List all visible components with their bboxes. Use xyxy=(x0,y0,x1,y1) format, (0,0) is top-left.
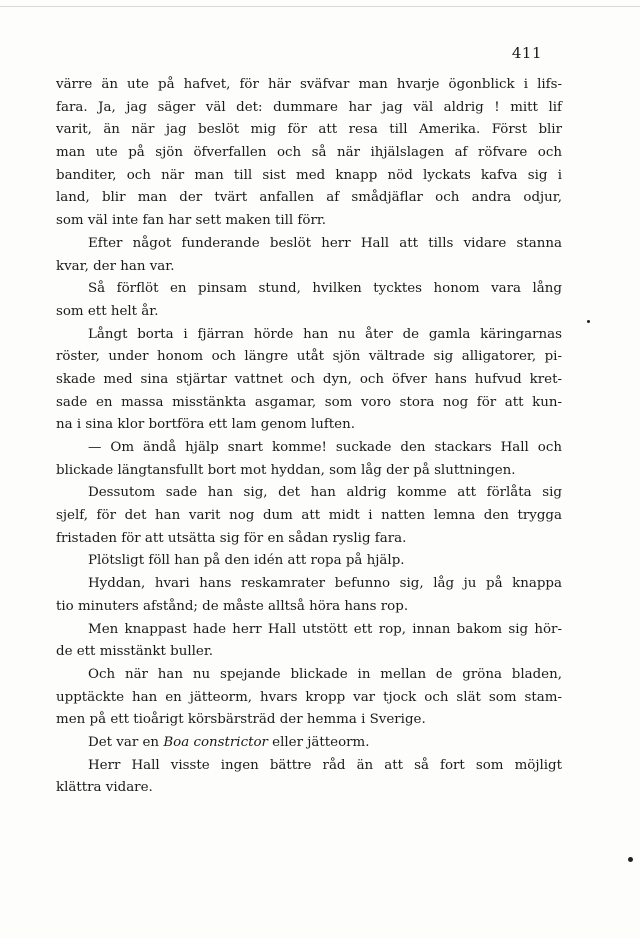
body-text xyxy=(56,74,562,800)
scan-speck xyxy=(587,320,590,323)
text-line-22: Plötsligt föll han på den idén att ropa på hjälp. xyxy=(88,553,405,569)
text-line-4: man ute på sjön öfverfallen och så när ihjälslagen af röfvare och xyxy=(56,145,562,161)
text-line-15: sade en massa misstänkta asgamar, som voro stora nog för att kun- xyxy=(56,394,562,410)
text-line-6: land, blir man der tvärt anfallen af smådjäflar och andra odjur, xyxy=(56,190,562,206)
text-line-30-after: eller jätteorm. xyxy=(267,734,370,750)
text-line-10: Så förflöt en pinsam stund, hvilken tycktes honom vara lång xyxy=(88,281,562,297)
text-line-3: varit, än när jag beslöt mig för att resa till Amerika. Först blir xyxy=(56,122,562,138)
text-line-9: kvar, der han var. xyxy=(56,258,175,274)
text-line-2: fara. Ja, jag säger väl det: dummare har jag väl aldrig ! mitt lif xyxy=(56,99,562,115)
text-line-30 xyxy=(56,732,562,755)
text-line-26: de ett misstänkt buller. xyxy=(56,644,214,660)
text-line-17: — Om ändå hjälp snart komme! suckade den stackars Hall och xyxy=(88,440,562,455)
scan-edge xyxy=(0,6,640,7)
text-line-1: värre än ute på hafvet, för här sväfvar man hvarje ögonblick i lifs- xyxy=(56,77,562,92)
page-number: 411 xyxy=(511,44,542,62)
scan-speck xyxy=(628,857,633,862)
text-line-24: tio minuters afstånd; de måste alltså höra hans rop. xyxy=(56,598,409,614)
text-line-14: skade med sina stjärtar vattnet och dyn, och öfver hans hufvud kret- xyxy=(56,371,562,387)
text-line-16: na i sina klor bortföra ett lam genom luften. xyxy=(56,417,355,433)
text-line-8: Efter något funderande beslöt herr Hall att tills vidare stanna xyxy=(88,235,562,251)
text-line-20: sjelf, för det han varit nog dum att midt i natten lemna den trygga xyxy=(56,508,562,524)
text-line-32: klättra vidare. xyxy=(56,780,153,796)
text-line-31: Herr Hall visste ingen bättre råd än att så fort som möjligt xyxy=(88,757,562,773)
text-line-5: banditer, och när man till sist med knapp nöd lyckats kafva sig i xyxy=(56,167,562,183)
text-line-28: upptäckte han en jätteorm, hvars kropp var tjock och slät som stam- xyxy=(56,689,562,705)
text-line-23: Hyddan, hvari hans reskamrater befunno sig, låg ju på knappa xyxy=(88,576,562,592)
text-line-27: Och när han nu spejande blickade in mellan de gröna bladen, xyxy=(88,666,562,682)
text-line-18: blickade längtansfullt bort mot hyddan, som låg der på sluttningen. xyxy=(56,462,516,478)
text-line-29: men på ett tioårigt körsbärsträd der hemma i Sverige. xyxy=(56,712,426,728)
text-line-11: som ett helt år. xyxy=(56,303,159,319)
text-line-25: Men knappast hade herr Hall utstött ett rop, innan bakom sig hör- xyxy=(88,621,562,637)
text-line-21: fristaden för att utsätta sig för en sådan ryslig fara. xyxy=(56,530,407,546)
text-line-12: Långt borta i fjärran hörde han nu åter de gamla käringarnas xyxy=(88,326,562,342)
italic-species-name: Boa constrictor xyxy=(163,734,268,750)
text-line-30-before: Det var en xyxy=(88,734,164,750)
text-line-7: som väl inte fan har sett maken till förr. xyxy=(56,213,327,229)
text-line-19: Dessutom sade han sig, det han aldrig komme att förlåta sig xyxy=(88,485,562,501)
text-line-13: röster, under honom och längre utåt sjön vältrade sig alligatorer, pi- xyxy=(56,349,562,365)
